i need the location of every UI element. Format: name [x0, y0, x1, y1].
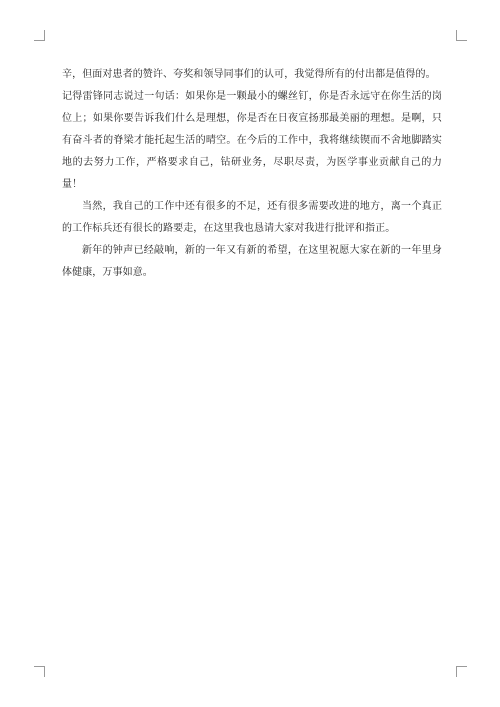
paragraph-shortcomings: 当然，我自己的工作中还有很多的不足，还有很多需要改进的地方，离一个真正的工作标兵还有很长的路要走，在这里我也恳请大家对我进行批评和指正。: [62, 201, 442, 234]
paragraph-continuation: 辛，但面对患者的赞许、夸奖和领导同事们的认可，我觉得所有的付出都是值得的。: [62, 69, 436, 80]
paragraph-new-year-wishes: 新年的钟声已经敲响，新的一年又有新的希望，在这里祝愿大家在新的一年里身体健康，万事如意。: [62, 245, 442, 278]
crop-mark-top-left: [34, 30, 45, 41]
document-body: [62, 64, 442, 284]
crop-mark-bottom-left: [34, 666, 45, 677]
crop-mark-top-right: [456, 30, 467, 41]
crop-mark-bottom-right: [456, 666, 467, 677]
paragraph-lei-feng-quote: 记得雷锋同志说过一句话：如果你是一颗最小的螺丝钉，你是否永远守在你生活的岗位上；如果你要告诉我们什么是理想，你是否在日夜宣扬那最美丽的理想。是啊，只有奋斗者的脊梁才能托起生活的晴空。在今后的工作中，我将继续锲而不舍地脚踏实地的去努力工作，严格要求自己，钻研业务，尽职尽责，为医学事业贡献自己的力量！: [62, 91, 442, 190]
